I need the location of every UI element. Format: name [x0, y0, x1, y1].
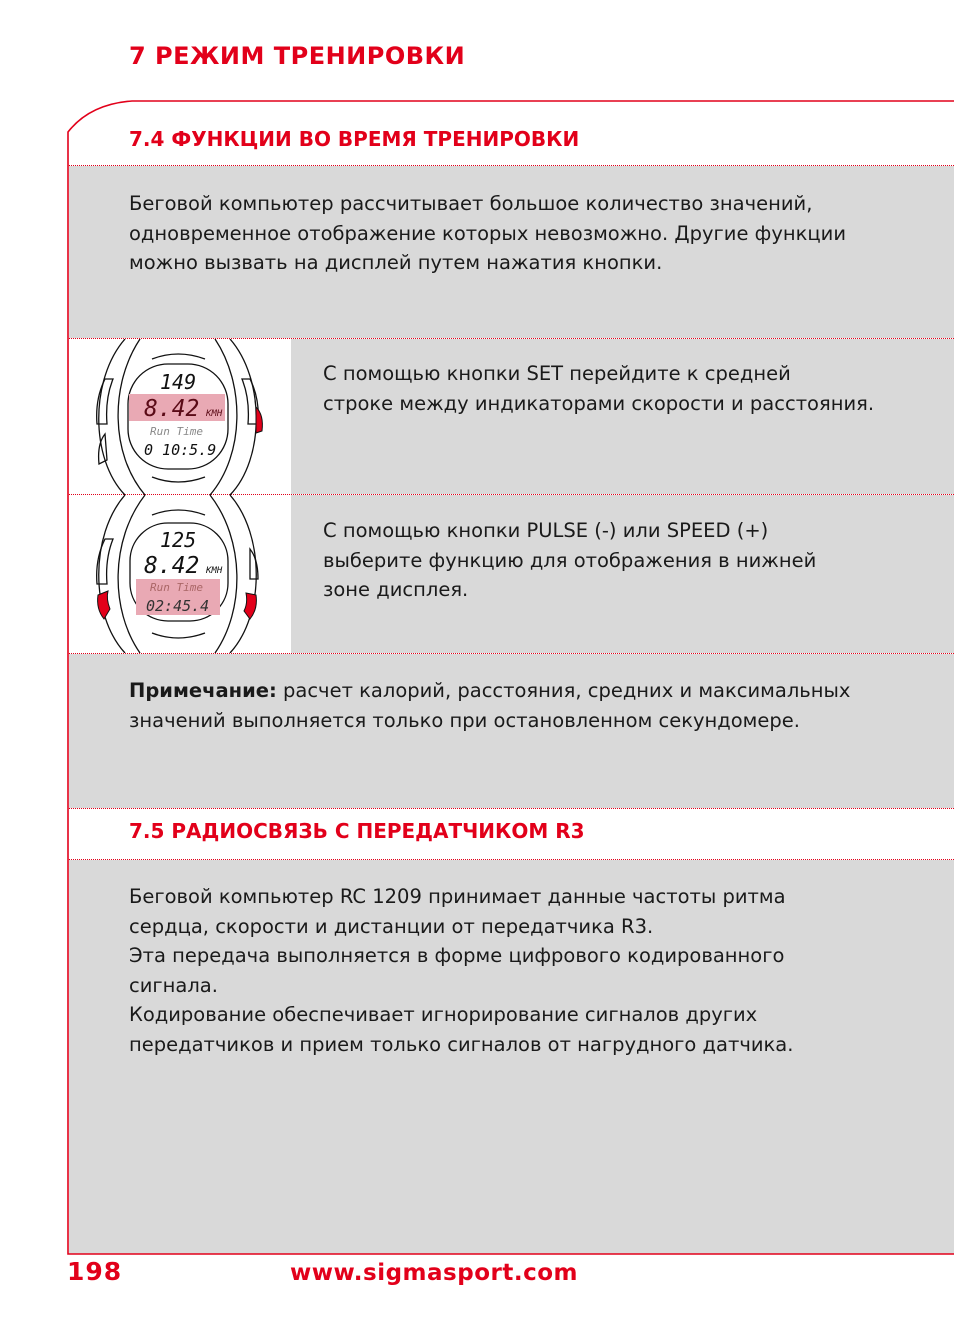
text-line: Беговой компьютер рассчитывает большое количество значений,	[129, 192, 813, 215]
text-line: можно вызвать на дисплей путем нажатия кнопки.	[129, 251, 663, 274]
watch1-label: Run Time	[150, 425, 203, 438]
text-line: строке между индикаторами скорости и расстояния.	[323, 391, 875, 415]
step2-text	[323, 516, 816, 605]
text-line: одновременное отображение которых невозможно. Другие функции	[129, 221, 847, 245]
divider	[69, 653, 954, 654]
text-line: сердца, скорости и дистанции от передатчика R3.	[129, 914, 654, 938]
note-label: Примечание:	[129, 679, 277, 702]
text-line: сигнала.	[129, 973, 218, 997]
text-line: расчет калорий, расстояния, средних и максимальных	[276, 679, 851, 702]
watch2-speed: 8.42	[144, 553, 200, 579]
divider	[69, 859, 954, 860]
text-line: значений выполняется только при остановленном секундомере.	[129, 708, 800, 732]
watch1-unit: KMH	[206, 409, 223, 419]
watch2-pulse: 125	[160, 528, 197, 552]
intro-text	[129, 189, 846, 278]
page-number: 198	[67, 1257, 123, 1286]
divider	[69, 165, 954, 166]
watch1-pulse: 149	[160, 370, 197, 394]
text-line: С помощью кнопки PULSE (-) или SPEED (+)	[323, 519, 769, 542]
note-text	[129, 676, 850, 735]
watch1-speed: 8.42	[144, 396, 200, 422]
text-line: передатчиков и прием только сигналов от нагрудного датчика.	[129, 1032, 794, 1056]
text-line: Эта передача выполняется в форме цифрового кодированного	[129, 944, 785, 967]
section-7-4-title: 7.4 ФУНКЦИИ ВО ВРЕМЯ ТРЕНИРОВКИ	[129, 127, 580, 151]
watch2-label: Run Time	[150, 581, 203, 594]
watch1-time: 0 10:5.9	[144, 441, 217, 459]
watch-illustrations	[70, 339, 291, 653]
text-line: выберите функцию для отображения в нижней	[323, 548, 817, 572]
watch2-unit: KMH	[206, 566, 223, 576]
watch2-time: 02:45.4	[146, 597, 210, 615]
text-line: Беговой компьютер RC 1209 принимает данные частоты ритма	[129, 885, 786, 908]
section-7-5-title: 7.5 РАДИОСВЯЗЬ С ПЕРЕДАТЧИКОМ R3	[129, 819, 585, 843]
chapter-title: 7 РЕЖИМ ТРЕНИРОВКИ	[129, 42, 466, 70]
text-line: С помощью кнопки SET перейдите к средней	[323, 362, 791, 385]
text-line: Кодирование обеспечивает игнорирование сигналов других	[129, 1003, 758, 1026]
text-line: зоне дисплея.	[323, 578, 469, 601]
divider	[69, 808, 954, 809]
r3-text	[129, 882, 793, 1059]
website-link[interactable]: www.sigmasport.com	[290, 1260, 578, 1286]
step1-text	[323, 359, 874, 418]
